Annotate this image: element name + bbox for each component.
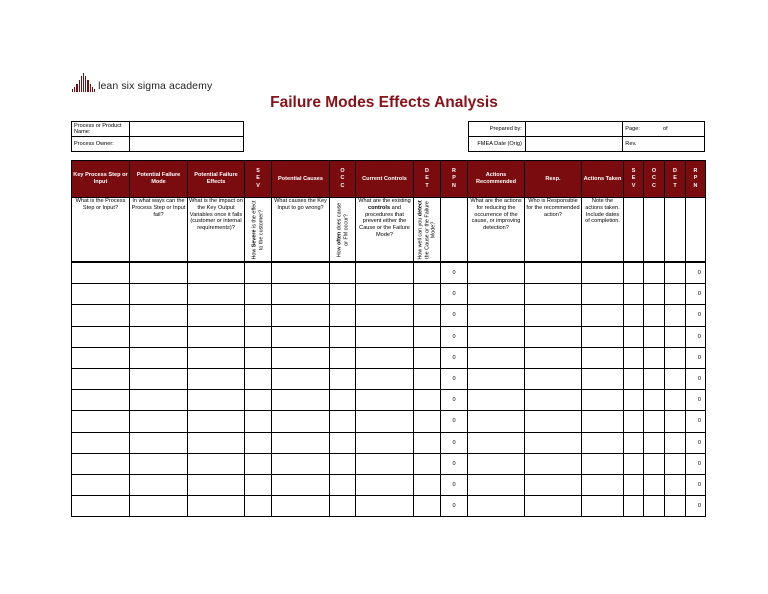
cell-failure-mode[interactable] xyxy=(130,432,188,453)
header-occ: O C C xyxy=(330,161,356,198)
cell-sev-2[interactable] xyxy=(624,284,644,305)
cell-controls[interactable] xyxy=(356,305,414,326)
page-title: Failure Modes Effects Analysis xyxy=(270,94,498,111)
cell-actions-recommended[interactable] xyxy=(468,368,525,389)
cell-failure-mode[interactable] xyxy=(130,368,188,389)
table-row xyxy=(72,262,706,284)
cell-sev[interactable] xyxy=(245,326,272,347)
cell-causes[interactable] xyxy=(272,262,330,284)
header-resp: Resp. xyxy=(525,161,582,198)
cell-controls[interactable] xyxy=(356,347,414,368)
cell-key-process[interactable] xyxy=(72,305,130,326)
header-failure-effects: Potential Failure Effects xyxy=(188,161,245,198)
cell-rpn-2: 0 xyxy=(686,474,706,495)
cell-rpn: 0 xyxy=(441,305,468,326)
logo-bars-icon xyxy=(72,72,95,92)
cell-det[interactable] xyxy=(414,411,441,432)
desc-causes: What causes the Key Input to go wrong? xyxy=(272,198,330,263)
data-rows xyxy=(72,262,706,517)
desc-det-2 xyxy=(665,198,686,263)
cell-actions-taken[interactable] xyxy=(582,347,624,368)
header-actions-taken: Actions Taken xyxy=(582,161,624,198)
rev-field[interactable] xyxy=(643,137,705,152)
table-row xyxy=(72,284,706,305)
page-label: Page: xyxy=(623,122,643,137)
cell-occ[interactable] xyxy=(330,326,356,347)
cell-failure-effects[interactable] xyxy=(188,368,245,389)
prepared-by-field[interactable] xyxy=(525,122,622,137)
cell-sev-2[interactable] xyxy=(624,432,644,453)
cell-actions-taken[interactable] xyxy=(582,411,624,432)
cell-actions-taken[interactable] xyxy=(582,474,624,495)
page-of-label: of xyxy=(643,122,671,137)
cell-controls[interactable] xyxy=(356,411,414,432)
cell-occ-2[interactable] xyxy=(644,368,665,389)
cell-actions-recommended[interactable] xyxy=(468,284,525,305)
cell-actions-recommended[interactable] xyxy=(468,453,525,474)
fmea-date-field[interactable] xyxy=(525,137,622,152)
cell-rpn: 0 xyxy=(441,411,468,432)
cell-controls[interactable] xyxy=(356,432,414,453)
cell-occ[interactable] xyxy=(330,262,356,284)
cell-occ[interactable] xyxy=(330,305,356,326)
table-row xyxy=(72,432,706,453)
header-sev-2: S E V xyxy=(624,161,644,198)
page-field[interactable] xyxy=(671,122,705,137)
cell-det[interactable] xyxy=(414,390,441,411)
cell-controls[interactable] xyxy=(356,496,414,517)
cell-controls[interactable] xyxy=(356,474,414,495)
cell-failure-mode[interactable] xyxy=(130,284,188,305)
header-rpn-2: R P N xyxy=(686,161,706,198)
cell-controls[interactable] xyxy=(356,326,414,347)
desc-rpn xyxy=(441,198,468,263)
cell-failure-mode[interactable] xyxy=(130,411,188,432)
cell-resp[interactable] xyxy=(525,305,582,326)
cell-failure-effects[interactable] xyxy=(188,474,245,495)
cell-det-2[interactable] xyxy=(665,347,686,368)
cell-rpn-2: 0 xyxy=(686,411,706,432)
header-sev: S E V xyxy=(245,161,272,198)
cell-resp[interactable] xyxy=(525,284,582,305)
cell-failure-effects[interactable] xyxy=(188,284,245,305)
cell-controls[interactable] xyxy=(356,368,414,389)
header-row xyxy=(72,161,706,198)
cell-sev[interactable] xyxy=(245,411,272,432)
cell-causes[interactable] xyxy=(272,453,330,474)
cell-failure-effects[interactable] xyxy=(188,390,245,411)
cell-actions-taken[interactable] xyxy=(582,326,624,347)
cell-rpn: 0 xyxy=(441,390,468,411)
cell-actions-recommended[interactable] xyxy=(468,262,525,284)
cell-occ-2[interactable] xyxy=(644,390,665,411)
table-row xyxy=(72,474,706,495)
cell-rpn-2: 0 xyxy=(686,368,706,389)
table-row xyxy=(72,326,706,347)
cell-sev[interactable] xyxy=(245,390,272,411)
fmea-table xyxy=(71,160,706,517)
cell-occ-2[interactable] xyxy=(644,262,665,284)
cell-sev[interactable] xyxy=(245,347,272,368)
cell-rpn-2: 0 xyxy=(686,432,706,453)
table-row xyxy=(72,305,706,326)
table-row xyxy=(72,496,706,517)
cell-failure-mode[interactable] xyxy=(130,496,188,517)
cell-rpn: 0 xyxy=(441,347,468,368)
cell-causes[interactable] xyxy=(272,432,330,453)
cell-rpn-2: 0 xyxy=(686,262,706,284)
cell-rpn-2: 0 xyxy=(686,496,706,517)
desc-rpn-2 xyxy=(686,198,706,263)
cell-det[interactable] xyxy=(414,474,441,495)
cell-sev-2[interactable] xyxy=(624,453,644,474)
cell-resp[interactable] xyxy=(525,496,582,517)
cell-key-process[interactable] xyxy=(72,432,130,453)
cell-det[interactable] xyxy=(414,305,441,326)
description-row xyxy=(72,198,706,263)
cell-det[interactable] xyxy=(414,432,441,453)
cell-sev[interactable] xyxy=(245,474,272,495)
desc-occ: How often does cause or FM occur? xyxy=(330,198,356,263)
cell-rpn-2: 0 xyxy=(686,347,706,368)
cell-rpn: 0 xyxy=(441,453,468,474)
cell-failure-effects[interactable] xyxy=(188,305,245,326)
header-causes: Potential Causes xyxy=(272,161,330,198)
desc-actions-recommended: What are the actions for reducing the occurrence of the cause, or improving detection? xyxy=(468,198,525,263)
cell-rpn: 0 xyxy=(441,262,468,284)
cell-sev-2[interactable] xyxy=(624,262,644,284)
header-actions-recommended: Actions Recommended xyxy=(468,161,525,198)
cell-sev-2[interactable] xyxy=(624,368,644,389)
process-owner-label: Process Owner: xyxy=(72,137,130,152)
process-name-label: Process or Product Name: xyxy=(72,122,130,137)
desc-actions-taken: Note the actions taken. Include dates of completion. xyxy=(582,198,624,263)
cell-actions-recommended[interactable] xyxy=(468,305,525,326)
cell-occ-2[interactable] xyxy=(644,411,665,432)
cell-sev-2[interactable] xyxy=(624,305,644,326)
header-controls: Current Controls xyxy=(356,161,414,198)
cell-rpn: 0 xyxy=(441,496,468,517)
header-det: D E T xyxy=(414,161,441,198)
cell-causes[interactable] xyxy=(272,347,330,368)
desc-controls: What are the existing controls and procedures that prevent either the Cause or the Failure Mode? xyxy=(356,198,414,263)
cell-resp[interactable] xyxy=(525,368,582,389)
desc-failure-effects: What is the impact on the Key Output Variables once it fails (customer or internal requirements)? xyxy=(188,198,245,263)
cell-det[interactable] xyxy=(414,326,441,347)
cell-actions-taken[interactable] xyxy=(582,453,624,474)
cell-key-process[interactable] xyxy=(72,453,130,474)
cell-occ[interactable] xyxy=(330,496,356,517)
cell-failure-effects[interactable] xyxy=(188,347,245,368)
cell-causes[interactable] xyxy=(272,390,330,411)
cell-controls[interactable] xyxy=(356,284,414,305)
cell-occ-2[interactable] xyxy=(644,284,665,305)
cell-causes[interactable] xyxy=(272,284,330,305)
cell-sev-2[interactable] xyxy=(624,347,644,368)
cell-failure-mode[interactable] xyxy=(130,390,188,411)
cell-occ[interactable] xyxy=(330,390,356,411)
cell-actions-recommended[interactable] xyxy=(468,347,525,368)
process-owner-field[interactable] xyxy=(129,137,243,152)
cell-resp[interactable] xyxy=(525,390,582,411)
cell-rpn-2: 0 xyxy=(686,453,706,474)
cell-failure-mode[interactable] xyxy=(130,326,188,347)
cell-causes[interactable] xyxy=(272,368,330,389)
desc-sev-2 xyxy=(624,198,644,263)
header-rpn: R P N xyxy=(441,161,468,198)
cell-resp[interactable] xyxy=(525,326,582,347)
cell-causes[interactable] xyxy=(272,474,330,495)
brand-name: lean six sigma academy xyxy=(98,80,213,92)
cell-occ[interactable] xyxy=(330,411,356,432)
brand-logo xyxy=(72,70,212,92)
cell-actions-recommended[interactable] xyxy=(468,432,525,453)
cell-det-2[interactable] xyxy=(665,368,686,389)
process-info-table xyxy=(71,121,244,152)
cell-controls[interactable] xyxy=(356,453,414,474)
cell-resp[interactable] xyxy=(525,453,582,474)
table-row xyxy=(72,368,706,389)
cell-failure-mode[interactable] xyxy=(130,305,188,326)
desc-occ-2 xyxy=(644,198,665,263)
cell-occ-2[interactable] xyxy=(644,432,665,453)
cell-occ-2[interactable] xyxy=(644,326,665,347)
cell-sev-2[interactable] xyxy=(624,474,644,495)
cell-rpn: 0 xyxy=(441,474,468,495)
table-row xyxy=(72,411,706,432)
desc-det: How well can you detect the Cause or the Failure Mode? xyxy=(414,198,441,263)
cell-sev[interactable] xyxy=(245,262,272,284)
cell-failure-mode[interactable] xyxy=(130,453,188,474)
cell-sev[interactable] xyxy=(245,305,272,326)
rev-label: Rev. xyxy=(623,137,643,152)
cell-actions-taken[interactable] xyxy=(582,305,624,326)
cell-occ[interactable] xyxy=(330,284,356,305)
cell-det-2[interactable] xyxy=(665,411,686,432)
cell-sev-2[interactable] xyxy=(624,496,644,517)
cell-det[interactable] xyxy=(414,284,441,305)
cell-rpn: 0 xyxy=(441,326,468,347)
cell-rpn-2: 0 xyxy=(686,326,706,347)
cell-rpn-2: 0 xyxy=(686,305,706,326)
cell-occ[interactable] xyxy=(330,432,356,453)
cell-occ-2[interactable] xyxy=(644,474,665,495)
cell-actions-taken[interactable] xyxy=(582,368,624,389)
process-name-field[interactable] xyxy=(129,122,243,137)
cell-actions-recommended[interactable] xyxy=(468,390,525,411)
cell-actions-recommended[interactable] xyxy=(468,411,525,432)
table-row xyxy=(72,347,706,368)
cell-failure-effects[interactable] xyxy=(188,432,245,453)
cell-failure-effects[interactable] xyxy=(188,496,245,517)
cell-det[interactable] xyxy=(414,262,441,284)
cell-actions-taken[interactable] xyxy=(582,496,624,517)
cell-resp[interactable] xyxy=(525,262,582,284)
cell-det-2[interactable] xyxy=(665,453,686,474)
cell-occ-2[interactable] xyxy=(644,347,665,368)
cell-controls[interactable] xyxy=(356,262,414,284)
cell-actions-taken[interactable] xyxy=(582,390,624,411)
cell-rpn: 0 xyxy=(441,432,468,453)
cell-actions-taken[interactable] xyxy=(582,432,624,453)
cell-det-2[interactable] xyxy=(665,432,686,453)
cell-det-2[interactable] xyxy=(665,390,686,411)
cell-sev-2[interactable] xyxy=(624,326,644,347)
cell-det-2[interactable] xyxy=(665,496,686,517)
cell-rpn: 0 xyxy=(441,284,468,305)
cell-failure-effects[interactable] xyxy=(188,411,245,432)
cell-det[interactable] xyxy=(414,453,441,474)
cell-sev[interactable] xyxy=(245,284,272,305)
cell-causes[interactable] xyxy=(272,411,330,432)
cell-det[interactable] xyxy=(414,347,441,368)
cell-rpn-2: 0 xyxy=(686,284,706,305)
cell-resp[interactable] xyxy=(525,474,582,495)
cell-det[interactable] xyxy=(414,496,441,517)
cell-key-process[interactable] xyxy=(72,390,130,411)
cell-det-2[interactable] xyxy=(665,305,686,326)
cell-occ[interactable] xyxy=(330,368,356,389)
table-row xyxy=(72,390,706,411)
fmea-date-label: FMEA Date (Orig) xyxy=(469,137,526,152)
header-failure-mode: Potential Failure Mode xyxy=(130,161,188,198)
cell-resp[interactable] xyxy=(525,347,582,368)
cell-causes[interactable] xyxy=(272,305,330,326)
cell-key-process[interactable] xyxy=(72,326,130,347)
cell-causes[interactable] xyxy=(272,326,330,347)
cell-rpn: 0 xyxy=(441,368,468,389)
cell-det-2[interactable] xyxy=(665,284,686,305)
cell-key-process[interactable] xyxy=(72,411,130,432)
cell-causes[interactable] xyxy=(272,496,330,517)
prepared-by-label: Prepared by: xyxy=(469,122,526,137)
table-row xyxy=(72,453,706,474)
cell-failure-effects[interactable] xyxy=(188,326,245,347)
cell-failure-effects[interactable] xyxy=(188,453,245,474)
cell-occ-2[interactable] xyxy=(644,496,665,517)
cell-key-process[interactable] xyxy=(72,347,130,368)
cell-det-2[interactable] xyxy=(665,262,686,284)
cell-controls[interactable] xyxy=(356,390,414,411)
cell-sev[interactable] xyxy=(245,368,272,389)
header-occ-2: O C C xyxy=(644,161,665,198)
cell-resp[interactable] xyxy=(525,432,582,453)
cell-actions-taken[interactable] xyxy=(582,262,624,284)
cell-occ-2[interactable] xyxy=(644,453,665,474)
desc-sev: How Severe is the effect to the customer? xyxy=(245,198,272,263)
cell-failure-mode[interactable] xyxy=(130,347,188,368)
cell-failure-mode[interactable] xyxy=(130,262,188,284)
cell-sev[interactable] xyxy=(245,432,272,453)
cell-key-process[interactable] xyxy=(72,474,130,495)
desc-resp: Who is Responsible for the recommended action? xyxy=(525,198,582,263)
header-det-2: D E T xyxy=(665,161,686,198)
cell-sev-2[interactable] xyxy=(624,411,644,432)
cell-resp[interactable] xyxy=(525,411,582,432)
desc-key-process: What is the Process Step or Input? xyxy=(72,198,130,263)
cell-key-process[interactable] xyxy=(72,496,130,517)
cell-sev[interactable] xyxy=(245,496,272,517)
cell-sev-2[interactable] xyxy=(624,390,644,411)
cell-actions-recommended[interactable] xyxy=(468,474,525,495)
cell-occ[interactable] xyxy=(330,474,356,495)
cell-sev[interactable] xyxy=(245,453,272,474)
cell-key-process[interactable] xyxy=(72,284,130,305)
cell-occ[interactable] xyxy=(330,347,356,368)
cell-rpn-2: 0 xyxy=(686,390,706,411)
cell-det-2[interactable] xyxy=(665,326,686,347)
header-key-process: Key Process Step or Input xyxy=(72,161,130,198)
cell-actions-recommended[interactable] xyxy=(468,496,525,517)
cell-actions-recommended[interactable] xyxy=(468,326,525,347)
cell-det[interactable] xyxy=(414,368,441,389)
cell-det-2[interactable] xyxy=(665,474,686,495)
cell-actions-taken[interactable] xyxy=(582,284,624,305)
cell-failure-mode[interactable] xyxy=(130,474,188,495)
cell-key-process[interactable] xyxy=(72,368,130,389)
cell-key-process[interactable] xyxy=(72,262,130,284)
desc-failure-mode: In what ways can the Process Step or Input fail? xyxy=(130,198,188,263)
cell-occ[interactable] xyxy=(330,453,356,474)
cell-failure-effects[interactable] xyxy=(188,262,245,284)
prepared-info-table xyxy=(468,121,705,152)
cell-occ-2[interactable] xyxy=(644,305,665,326)
